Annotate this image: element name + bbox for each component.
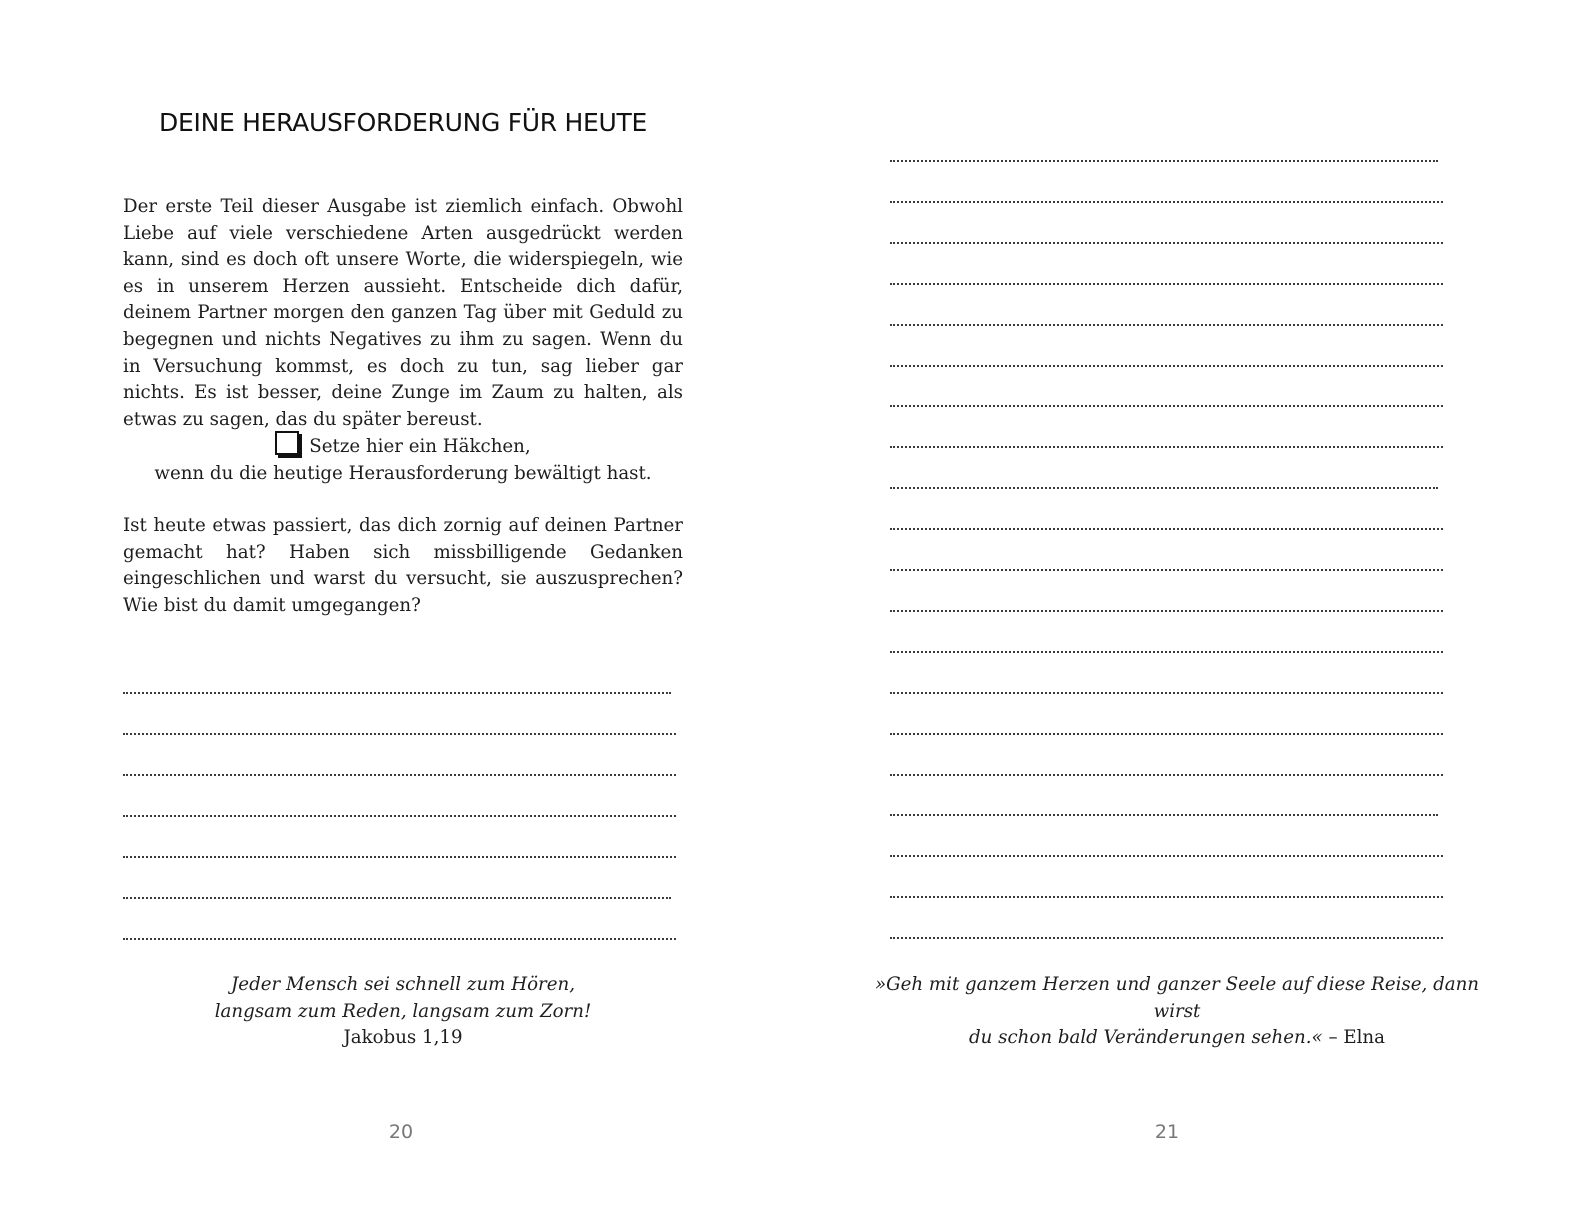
writing-line[interactable] xyxy=(890,855,1443,857)
writing-line[interactable] xyxy=(890,242,1443,244)
writing-line[interactable] xyxy=(123,692,671,694)
writing-line[interactable] xyxy=(890,528,1443,530)
intro-paragraph: Der erste Teil dieser Ausgabe ist ziemlich einfach. Obwohl Liebe auf viele verschiedene Arten ausgedrückt werden kann, sind es doch oft unsere Worte, die widerspiegeln, wie es in unserem Herzen aussieht. Entscheide dich dafür, deinem Partner morgen den ganzen Tag über mit Geduld zu begegnen und nichts Negatives zu ihm zu sagen. Wenn du in Versuchung kommst, es doch zu tun, sag lieber gar nichts. Es ist besser, deine Zunge im Zaum zu halten, als etwas zu sagen, das du später bereust. xyxy=(123,196,683,430)
bible-quote xyxy=(123,972,683,1052)
writing-line[interactable] xyxy=(890,446,1443,448)
page-number-left: 20 xyxy=(388,1121,414,1143)
closing-quote-line1: »Geh mit ganzem Herzen und ganzer Seele auf diese Reise, dann wirst xyxy=(874,974,1480,1022)
writing-line[interactable] xyxy=(890,405,1443,407)
question-paragraph: Ist heute etwas passiert, das dich zornig auf deinen Partner gemacht hat? Haben sich missbilligende Gedanken eingeschlichen und warst du versucht, sie auszusprechen? Wie bist du damit umgegangen? xyxy=(123,515,683,616)
writing-line[interactable] xyxy=(890,937,1443,939)
closing-quote-line2: du schon bald Veränderungen sehen.« xyxy=(969,1027,1323,1049)
bible-quote-source: Jakobus 1,19 xyxy=(343,1027,463,1049)
writing-line[interactable] xyxy=(890,283,1443,285)
writing-line[interactable] xyxy=(890,201,1443,203)
closing-quote-author: – Elna xyxy=(1322,1027,1385,1049)
writing-line[interactable] xyxy=(890,774,1443,776)
writing-line[interactable] xyxy=(890,569,1443,571)
writing-line[interactable] xyxy=(123,815,676,817)
challenge-checkbox-block xyxy=(123,431,683,487)
checkbox-label-line1: Setze hier ein Häkchen, xyxy=(309,436,531,457)
writing-line[interactable] xyxy=(123,733,676,735)
challenge-checkbox[interactable] xyxy=(275,431,299,455)
writing-line[interactable] xyxy=(890,814,1438,816)
right-page xyxy=(797,0,1594,1211)
writing-line[interactable] xyxy=(890,692,1443,694)
bible-quote-line1: Jeder Mensch sei schnell zum Hören, xyxy=(231,974,575,995)
page-heading: DEINE HERAUSFORDERUNG FÜR HEUTE xyxy=(159,108,647,137)
writing-line[interactable] xyxy=(890,610,1443,612)
checkbox-label-line2: wenn du die heutige Herausforderung bewältigt hast. xyxy=(154,463,652,484)
writing-line[interactable] xyxy=(123,856,676,858)
writing-line[interactable] xyxy=(890,896,1443,898)
writing-line[interactable] xyxy=(123,774,676,776)
writing-line[interactable] xyxy=(890,324,1443,326)
writing-line[interactable] xyxy=(890,651,1443,653)
writing-line[interactable] xyxy=(123,897,671,899)
writing-line[interactable] xyxy=(890,733,1443,735)
writing-line[interactable] xyxy=(890,365,1443,367)
closing-quote xyxy=(867,972,1487,1052)
writing-line[interactable] xyxy=(890,160,1438,162)
writing-line[interactable] xyxy=(890,487,1438,489)
writing-line[interactable] xyxy=(123,938,676,940)
page-number-right: 21 xyxy=(1154,1121,1180,1143)
bible-quote-line2: langsam zum Reden, langsam zum Zorn! xyxy=(214,1000,592,1022)
